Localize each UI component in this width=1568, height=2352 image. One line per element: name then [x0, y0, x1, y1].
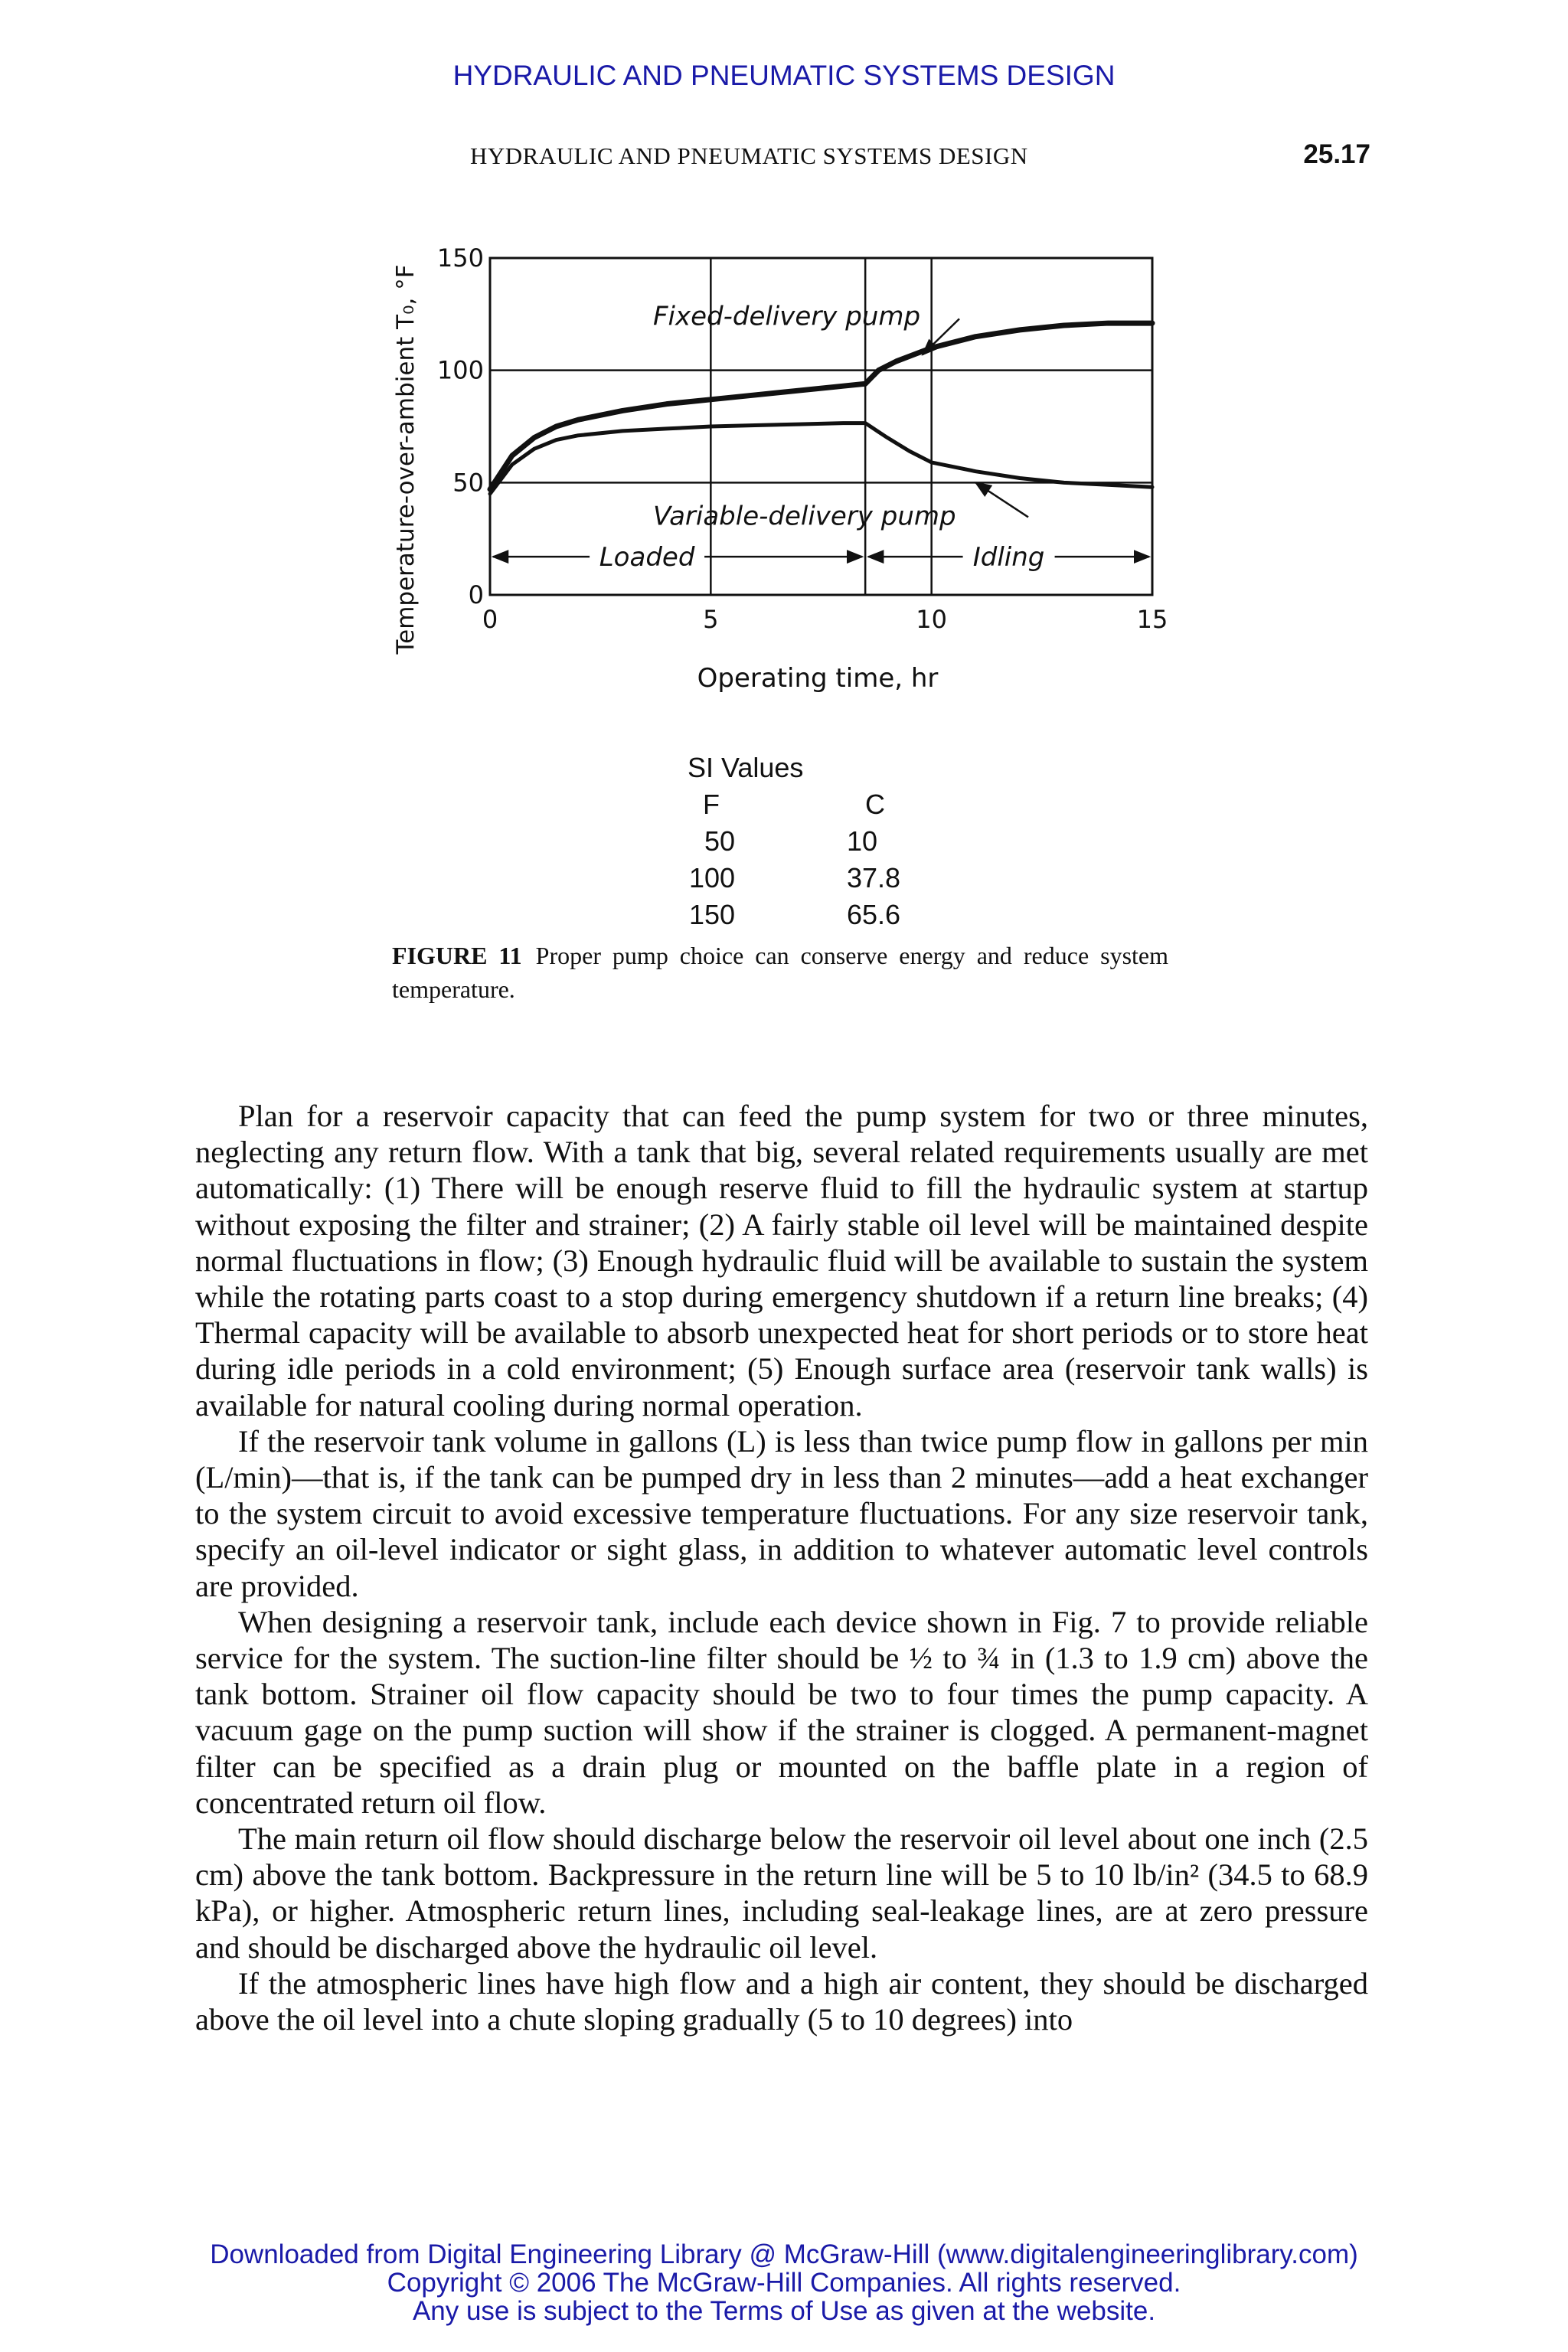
chart-series: [490, 323, 1152, 494]
x-tick-label: 10: [916, 605, 948, 634]
si-header-f: F: [703, 789, 720, 820]
chart-y-label: Temperature-over-ambient T₀, °F: [392, 264, 420, 655]
footer-line-terms: Any use is subject to the Terms of Use as given at the website.: [412, 2296, 1156, 2326]
x-tick-label: 0: [482, 605, 498, 634]
y-tick-label: 100: [436, 355, 484, 385]
chart-x-label: Operating time, hr: [697, 663, 939, 694]
body-text: [195, 1098, 1368, 2037]
page-number: 25.17: [1303, 139, 1370, 169]
paragraph: The main return oil flow should discharge below the reservoir oil level about one inch (2.5 cm) above the tank bottom. Backpressure in the return line will be 5 to 10 lb/in² (34.5 to 68.9 kPa), or higher. Atmospheric return lines, including seal-leakage lines, are at zero pressure and should be discharged above the hydraulic oil level.: [195, 1821, 1368, 1965]
banner-title: HYDRAULIC AND PNEUMATIC SYSTEMS DESIGN: [452, 60, 1116, 91]
si-cell-c: 10: [847, 825, 878, 857]
si-cell-f: 50: [704, 825, 736, 857]
paragraph: When designing a reservoir tank, include each device shown in Fig. 7 to provide reliable service for the system. The suction-line filter should be ½ to ¾ in (1.3 to 1.9 cm) above the tank bottom. Strainer oil flow capacity should be two to four times the pump capacity. A vacuum gage on the pump suction will show if the strainer is clogged. A permanent-magnet filter can be specified as a drain plug or mounted on the baffle plate in a region of concentrated return oil flow.: [195, 1604, 1368, 1820]
annotation-arrow-fixed: [923, 318, 959, 354]
annotation-variable-delivery: Variable-delivery pump: [653, 501, 956, 532]
si-cell-c: 37.8: [847, 862, 901, 893]
footer-line-copyright: Copyright © 2006 The McGraw-Hill Companies. All rights reserved.: [387, 2268, 1181, 2298]
x-tick-label: 15: [1136, 605, 1168, 634]
annotation-arrow-variable: [975, 482, 1028, 517]
figure-label: FIGURE 11: [392, 942, 522, 969]
paragraph: If the atmospheric lines have high flow and a high air content, they should be discharged above the oil level into a chute sloping gradually (5 to 10 degrees) into: [195, 1965, 1368, 2037]
series-line-fixed-delivery: [490, 323, 1152, 489]
x-tick-label: 5: [703, 605, 719, 634]
annotation-fixed-delivery: Fixed-delivery pump: [653, 301, 921, 332]
si-cell-c: 65.6: [847, 899, 901, 930]
running-head: HYDRAULIC AND PNEUMATIC SYSTEMS DESIGN: [470, 142, 1028, 169]
si-cell-f: 150: [689, 899, 736, 930]
figure-caption-text: Proper pump choice can conserve energy and reduce system temperature.: [392, 942, 1169, 1003]
y-tick-label: 150: [436, 243, 484, 273]
y-tick-label: 50: [452, 468, 484, 498]
y-tick-label: 0: [468, 580, 484, 609]
si-header-c: C: [865, 789, 885, 820]
footer-line-download: Downloaded from Digital Engineering Library @ McGraw-Hill (www.digitalengineeringlibrary.com): [210, 2239, 1358, 2269]
si-cell-f: 100: [689, 862, 736, 893]
temperature-chart: [383, 230, 1210, 720]
footer-notice: [0, 2240, 1568, 2325]
chart-annotations: [493, 301, 1149, 573]
paragraph: Plan for a reservoir capacity that can feed the pump system for two or three minutes, neglecting any return flow. With a tank that big, several related requirements usually are met automatically: (1) There will be enough reserve fluid to fill the hydraulic system at startup without exposing the filter and strainer; (2) A fairly stable oil level will be maintained despite normal fluctuations in flow; (3) Enough hydraulic fluid will be available to sustain the system while the rotating parts coast to a stop during emergency shutdown if a return line breaks; (4) Thermal capacity will be available to absorb unexpected heat for short periods or to store heat during idle periods in a cold environment; (5) Enough surface area (reservoir tank walls) is available for natural cooling during normal operation.: [195, 1099, 1368, 1423]
range-idling-label: Idling: [972, 542, 1045, 573]
paragraph: If the reservoir tank volume in gallons (L) is less than twice pump flow in gallons per min (L/min)—that is, if the tank can be pumped dry in less than 2 minutes—add a heat exchanger to the system circuit to avoid excessive temperature fluctuations. For any size reservoir tank, specify an oil-level indicator or sight glass, in addition to whatever automatic level controls are provided.: [195, 1423, 1368, 1603]
figure-caption: [392, 939, 1168, 1006]
range-loaded-label: Loaded: [599, 542, 695, 573]
si-table-title: SI Values: [688, 752, 804, 783]
